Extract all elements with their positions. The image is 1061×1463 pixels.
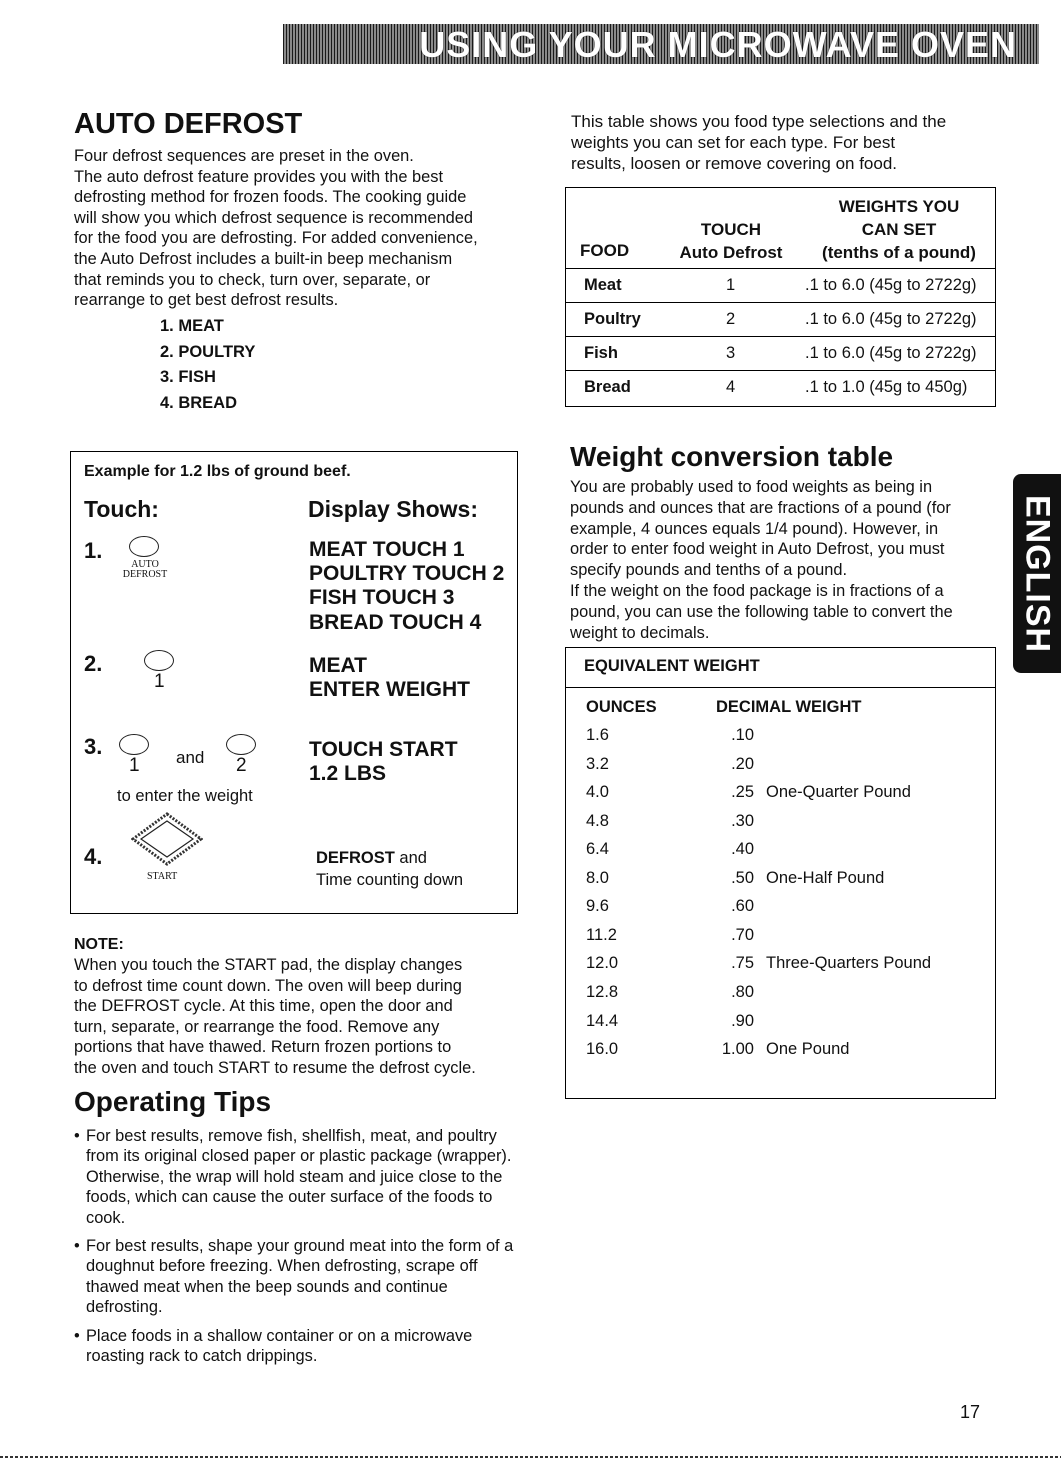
header-weights: WEIGHTS YOU CAN SET (tenths of a pound) [822, 197, 976, 262]
food-table-intro: This table shows you food type selections and the weights you can set for each type. For best results, loosen or remove covering on food. [571, 112, 947, 173]
equiv-table-title: EQUIVALENT WEIGHT [584, 657, 760, 675]
table-row: Meat 1 .1 to 6.0 (45g to 2722g) [566, 268, 995, 302]
number-key-icon [119, 734, 149, 755]
table-row: 12.8 .80 [586, 982, 754, 1001]
note-paragraph: When you touch the START pad, the display changes to defrost time count down. The oven will beep during the DEFROST cycle. At this time, open the door and turn, separate, or rearrange the food. Remove any portions that have thawed. Return frozen portions to the oven and touch START to resume the defrost cycle. [74, 956, 476, 1077]
table-row: Bread 4 .1 to 1.0 (45g to 450g) [566, 370, 995, 404]
list-item: • For best results, shape your ground meat into the form of a doughnut before freezing. When defrosting, scrape off thawed meat when the beep sounds and continue defrosting. [74, 1236, 524, 1318]
list-item: • For best results, remove fish, shellfish, meat, and poultry from its original closed paper or plastic package (wrapper). Otherwise, the wrap will hold steam and juice close to the foods, which can cause the outer surface of the foods to cook. [74, 1126, 524, 1228]
operating-tips-title: Operating Tips [74, 1086, 272, 1117]
list-item: 1. MEAT [160, 317, 224, 335]
step-1-number: 1. [84, 538, 103, 563]
table-row: 9.6 .60 [586, 897, 754, 916]
auto-defrost-key-icon [129, 536, 159, 557]
weight-conversion-title: Weight conversion table [570, 441, 894, 472]
step-2-number: 2. [84, 651, 103, 676]
list-item: 2. POULTRY [160, 342, 256, 361]
example-box [70, 451, 518, 914]
start-key-icon [131, 812, 203, 866]
table-header-row: OUNCES DECIMAL WEIGHT [586, 698, 862, 716]
page-number: 17 [960, 1402, 981, 1422]
table-row: 16.0 1.00 One Pound [586, 1040, 850, 1059]
table-row: Poultry 2 .1 to 6.0 (45g to 2722g) [566, 302, 995, 336]
table-row: 11.2 .70 [586, 925, 754, 944]
number-key-icon [226, 734, 256, 755]
start-key-label: START [147, 871, 178, 882]
list-item: 3. FISH [160, 368, 216, 387]
language-tab [1013, 474, 1061, 673]
table-row: 4.0 .25 One-Quarter Pound [586, 783, 911, 802]
table-row: Fish 3 .1 to 6.0 (45g to 2722g) [566, 336, 995, 370]
header-food: FOOD [580, 241, 630, 260]
step-3-caption: to enter the weight [117, 787, 253, 805]
table-row: 12.0 .75 Three-Quarters Pound [586, 954, 932, 973]
note-title: NOTE: [74, 936, 124, 953]
step-2-display: MEAT ENTER WEIGHT [309, 654, 470, 702]
table-row: 14.4 .90 [586, 1011, 754, 1030]
equivalent-weight-table [565, 647, 996, 1099]
and-label: and [176, 748, 205, 767]
auto-defrost-title: AUTO DEFROST [74, 108, 303, 140]
step-3-display: TOUCH START 1.2 LBS [309, 738, 458, 786]
step-4-number: 4. [84, 844, 103, 869]
step-4-display: DEFROST and Time counting down [316, 849, 464, 889]
operating-tips-list [74, 1126, 524, 1374]
list-item: • Place foods in a shallow container or on a microwave roasting rack to catch drippings. [74, 1326, 524, 1367]
defrost-sequence-list [160, 316, 255, 418]
header-touch: TOUCH Auto Defrost [679, 220, 783, 262]
key-number: 2 [236, 755, 247, 776]
table-row: 1.6 .10 [586, 726, 754, 744]
divider [566, 687, 995, 688]
key-number: 1 [129, 755, 140, 776]
number-key-icon [144, 650, 174, 671]
step-3-number: 3. [84, 734, 103, 759]
header-bar [283, 24, 1039, 64]
auto-defrost-paragraph: Four defrost sequences are preset in the oven. The auto defrost feature provides you with the best defrosting method for frozen foods. The cooking guide will show you which defrost sequence is recommended for the food you are defrosting. For added convenience, the Auto Defrost includes a built-in beep mechanism that reminds you to check, turn over, separate, or rearrange to get best defrost results. [74, 147, 478, 310]
header-title: USING YOUR MICROWAVE OVEN [419, 24, 1017, 65]
key-number: 1 [154, 671, 165, 692]
food-weights-table [565, 187, 996, 407]
auto-defrost-key-label: AUTO DEFROST [122, 559, 168, 580]
table-row: 8.0 .50 One-Half Pound [586, 868, 885, 887]
table-row: 3.2 .20 [586, 754, 754, 773]
table-row: 6.4 .40 [586, 840, 754, 859]
step-1-display: MEAT TOUCH 1 POULTRY TOUCH 2 FISH TOUCH 3 BREAD TOUCH 4 [309, 538, 505, 634]
example-title: Example for 1.2 lbs of ground beef. [84, 463, 351, 480]
language-tab-label: ENGLISH [1018, 494, 1057, 653]
bottom-rule [0, 1456, 1061, 1458]
weight-conversion-paragraph: You are probably used to food weights as being in pounds and ounces that are fractions of a pound (for example, 4 ounces equals 1/4 pound). However, in order to enter food weight in Auto Defrost, you must specify pounds and tenths of a pound. If the weight on the food package is in fractions of a pound, you can use the following table to convert the weight to decimals. [570, 478, 953, 642]
list-item: 4. BREAD [160, 393, 238, 412]
display-heading: Display Shows: [308, 496, 478, 522]
touch-heading: Touch: [84, 496, 159, 522]
table-row: 4.8 .30 [586, 811, 754, 830]
